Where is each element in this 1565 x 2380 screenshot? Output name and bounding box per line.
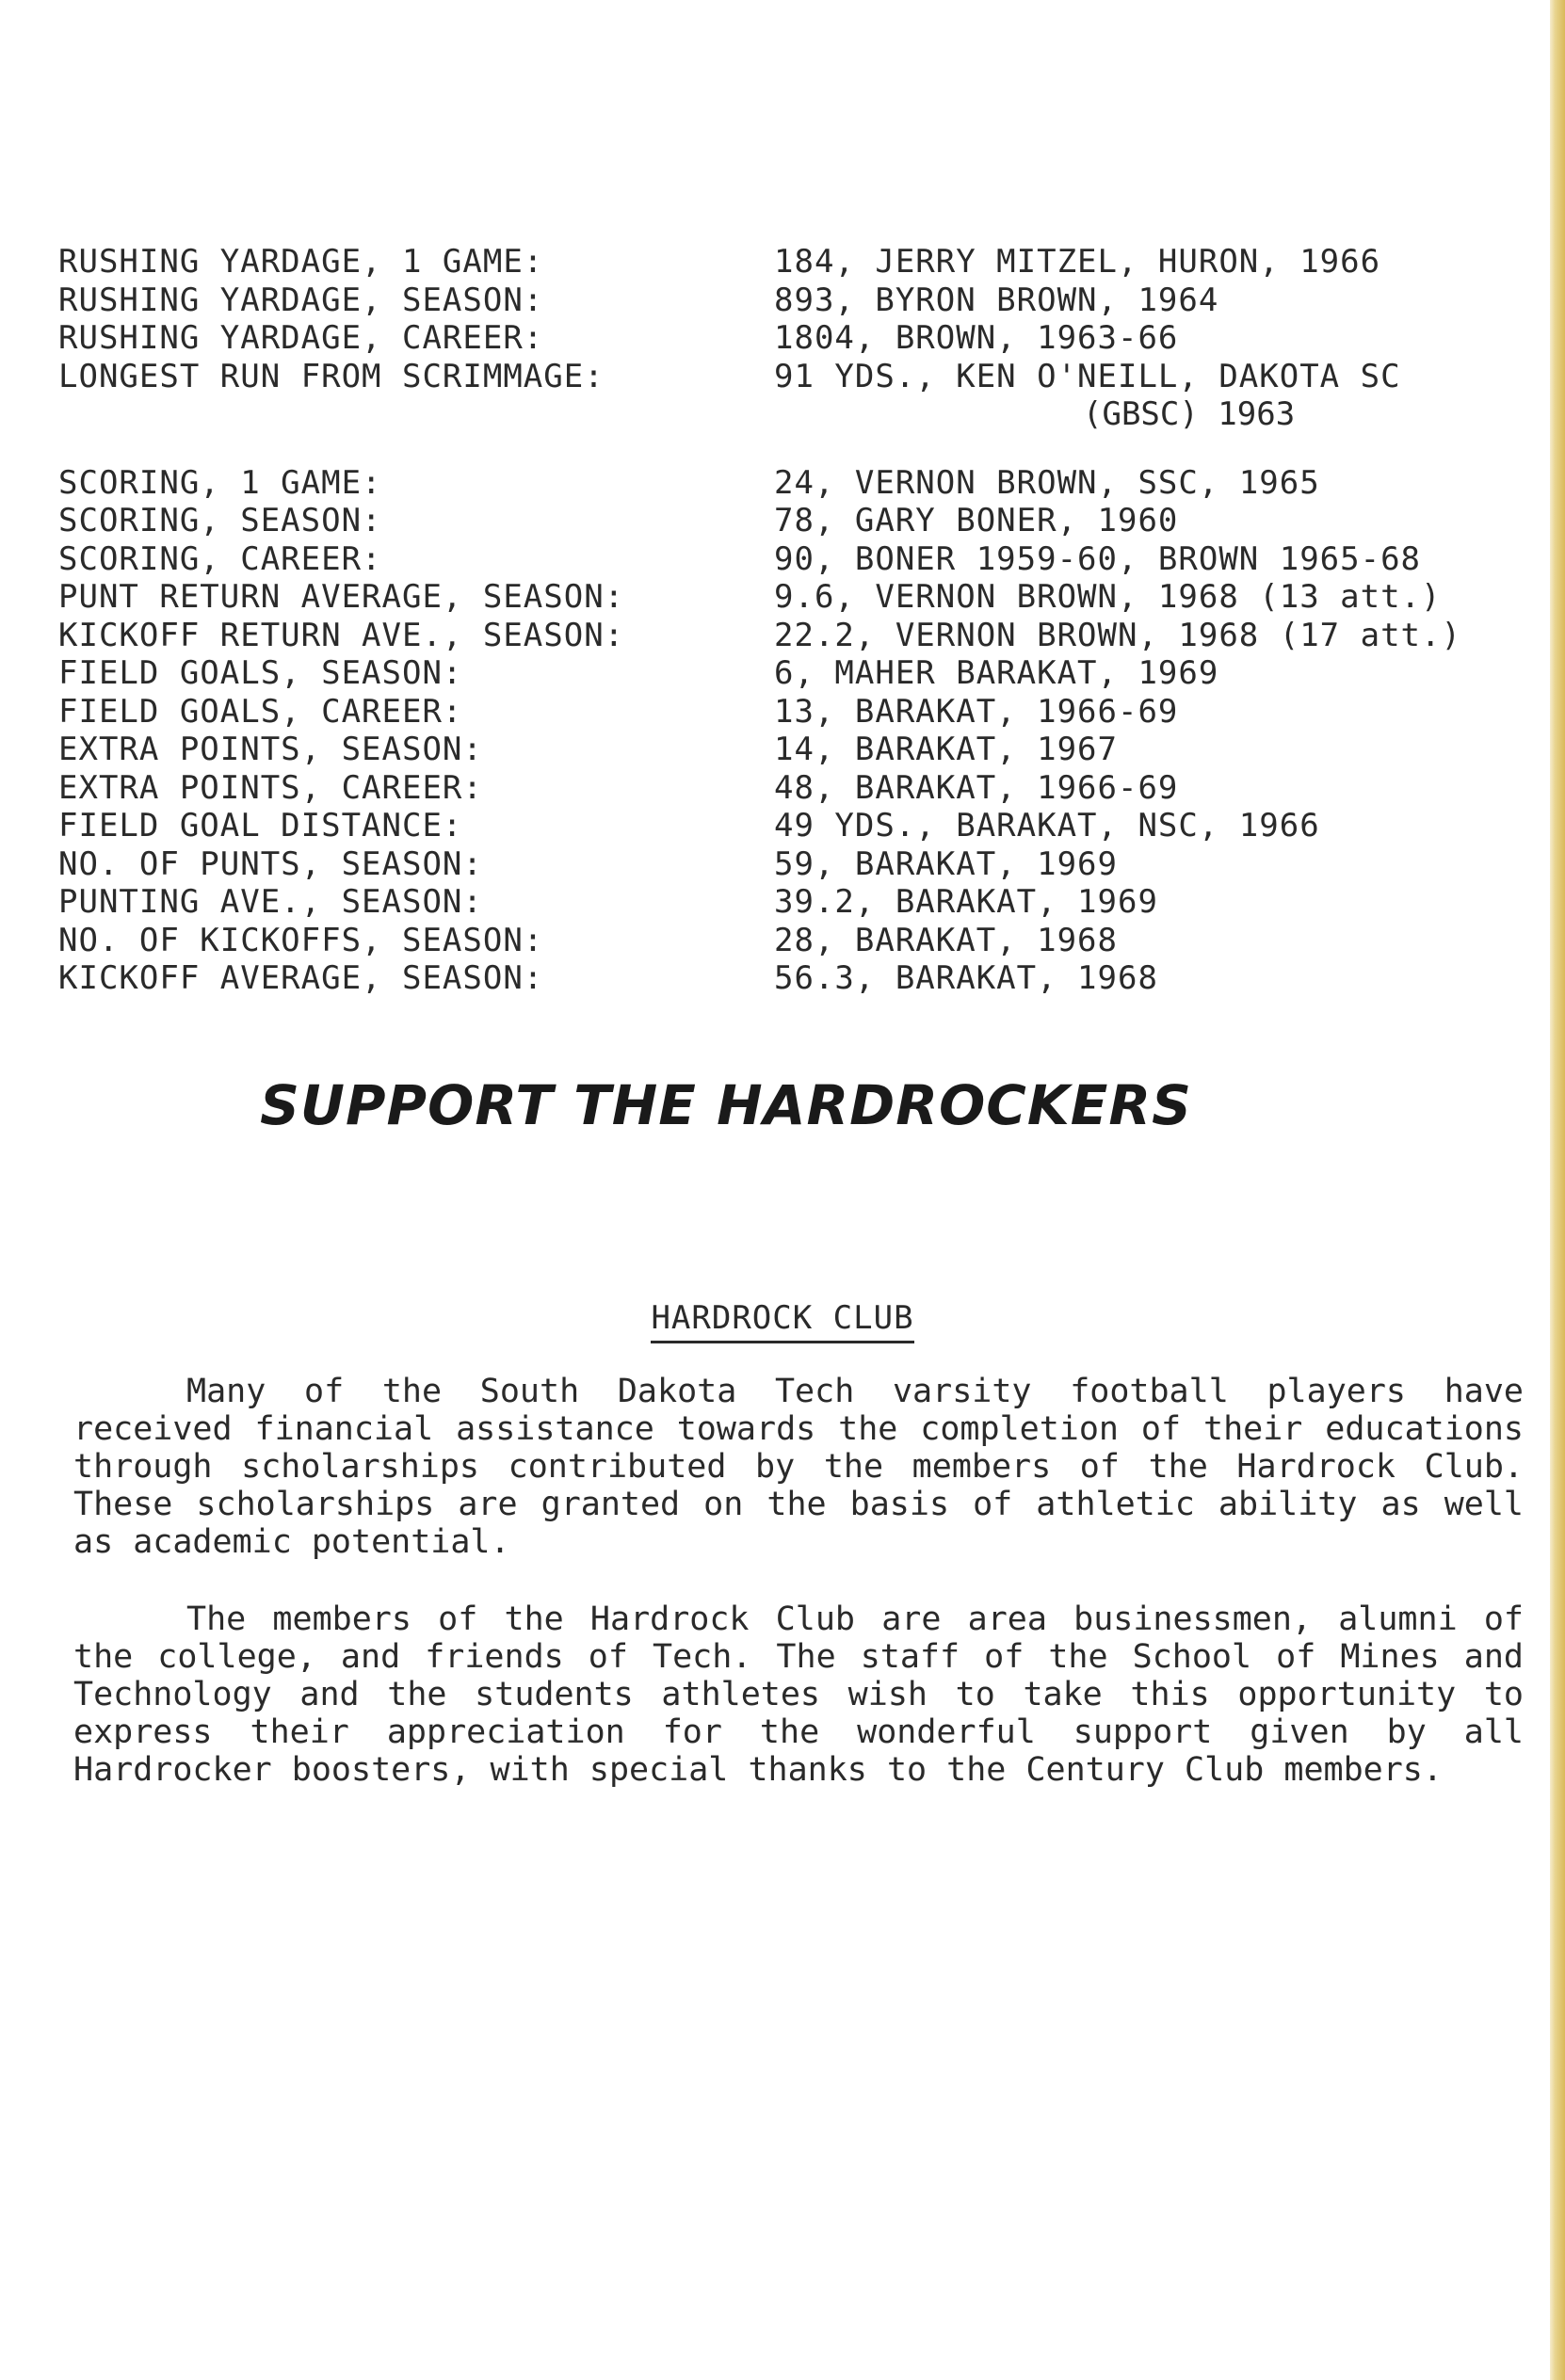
record-label: FIELD GOALS, CAREER:: [58, 692, 463, 731]
record-row: [58, 281, 1537, 320]
record-value: 13, BARAKAT, 1966-69: [774, 692, 1179, 731]
record-value: 9.6, VERNON BROWN, 1968 (13 att.): [774, 578, 1442, 616]
record-label: EXTRA POINTS, SEASON:: [58, 731, 483, 768]
record-label: SCORING, SEASON:: [58, 502, 382, 539]
record-label: RUSHING YARDAGE, SEASON:: [58, 281, 544, 319]
record-value: 14, BARAKAT, 1967: [774, 731, 1118, 768]
record-row: [58, 883, 1537, 922]
record-value: 184, JERRY MITZEL, HURON, 1966: [774, 243, 1381, 281]
record-continuation: [58, 395, 1537, 434]
record-label: NO. OF PUNTS, SEASON:: [58, 844, 483, 883]
record-value: 6, MAHER BARAKAT, 1969: [774, 654, 1219, 692]
record-row: [58, 922, 1537, 960]
section-title: [0, 1299, 1565, 1337]
record-value: 893, BYRON BROWN, 1964: [774, 281, 1219, 319]
record-label: SCORING, 1 GAME:: [58, 463, 382, 502]
record-label: FIELD GOAL DISTANCE:: [58, 807, 463, 844]
record-label: KICKOFF AVERAGE, SEASON:: [58, 959, 544, 997]
record-value: 22.2, VERNON BROWN, 1968 (17 att.): [774, 616, 1461, 654]
record-label: RUSHING YARDAGE, CAREER:: [58, 319, 544, 357]
record-row: [58, 807, 1537, 845]
record-row: [58, 540, 1537, 579]
record-row: [58, 731, 1537, 769]
record-row: [58, 319, 1537, 358]
record-value: 90, BONER 1959-60, BROWN 1965-68: [774, 539, 1422, 578]
section-title-text: HARDROCK CLUB: [651, 1299, 913, 1343]
record-value: 39.2, BARAKAT, 1969: [774, 883, 1158, 921]
page-edge: [1550, 0, 1565, 2380]
record-row: [58, 358, 1537, 396]
record-label: FIELD GOALS, SEASON:: [58, 654, 463, 692]
record-label: PUNTING AVE., SEASON:: [58, 883, 483, 921]
record-label: KICKOFF RETURN AVE., SEASON:: [58, 616, 625, 654]
record-row: [58, 959, 1537, 998]
record-row: [58, 693, 1537, 732]
paragraph-text: The members of the Hardrock Club are area businessmen, alumni of the college, and friends of Tech. The staff of the School of Mines and Technology and the students athletes wish to take this opportunity to express their appreciation for the wonderful support given by all Hardrocker boosters, with special thanks to the Century Club members.: [73, 1600, 1524, 1789]
record-row: [58, 845, 1537, 884]
record-value: 49 YDS., BARAKAT, NSC, 1966: [774, 807, 1320, 844]
record-value: 91 YDS., KEN O'NEILL, DAKOTA SC: [774, 357, 1401, 395]
record-value: 56.3, BARAKAT, 1968: [774, 959, 1158, 997]
record-value: 24, VERNON BROWN, SSC, 1965: [774, 463, 1320, 502]
record-value: 59, BARAKAT, 1969: [774, 844, 1118, 883]
record-row: [58, 243, 1537, 281]
record-label: LONGEST RUN FROM SCRIMMAGE:: [58, 357, 605, 395]
record-label: EXTRA POINTS, CAREER:: [58, 768, 483, 807]
headline: SUPPORT THE HARDROCKERS: [260, 1073, 1192, 1137]
record-label: RUSHING YARDAGE, 1 GAME:: [58, 243, 544, 281]
record-label: NO. OF KICKOFFS, SEASON:: [58, 921, 544, 959]
paragraph-text: Many of the South Dakota Tech varsity football players have received financial assistance towards the completion of their educations through scholarships contributed by the members of the Hardrock Club. These scholarships are granted on the basis of athletic ability as well as academic potential.: [73, 1373, 1524, 1561]
paragraph: [73, 1600, 1524, 1789]
record-value: 48, BARAKAT, 1966-69: [774, 768, 1179, 807]
record-label: SCORING, CAREER:: [58, 539, 382, 578]
record-row: [58, 578, 1537, 617]
record-row: [58, 769, 1537, 808]
paragraph: [73, 1373, 1524, 1561]
record-continuation-text: (GBSC) 1963: [1083, 395, 1296, 433]
record-row: [58, 654, 1537, 693]
record-row: [58, 502, 1537, 540]
record-row: [58, 464, 1537, 503]
record-value: 78, GARY BONER, 1960: [774, 502, 1179, 539]
record-value: 1804, BROWN, 1963-66: [774, 319, 1179, 357]
record-label: PUNT RETURN AVERAGE, SEASON:: [58, 578, 625, 616]
records-list: [58, 243, 1537, 998]
record-row: [58, 617, 1537, 655]
record-value: 28, BARAKAT, 1968: [774, 921, 1118, 959]
